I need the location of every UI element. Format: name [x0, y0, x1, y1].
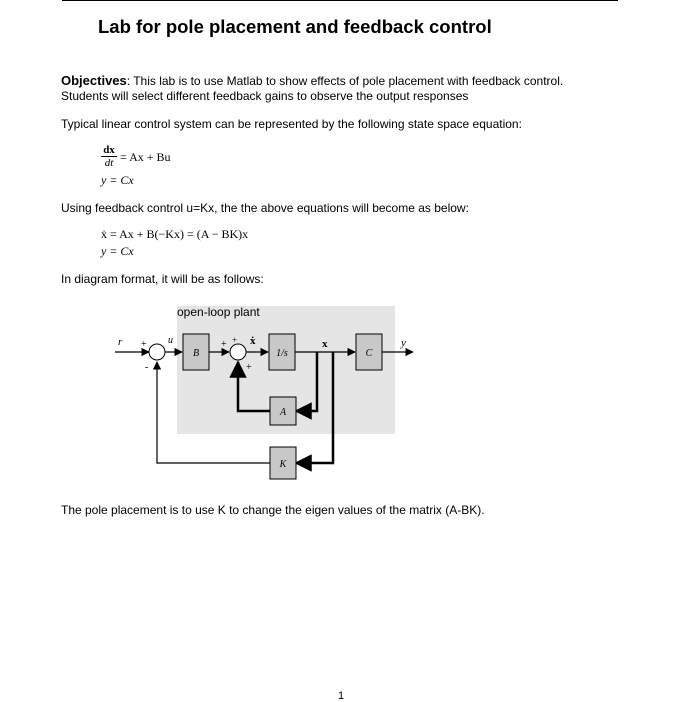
state-space-intro: Typical linear control system can be represented by the following state space equation:	[61, 117, 522, 131]
summing-junction-2	[230, 344, 246, 360]
c-block-label: C	[365, 348, 373, 359]
sign-plus-4: +	[246, 362, 252, 373]
closed-loop-equation: ẋ = Ax + B(−Kx) = (A − BK)x	[101, 227, 249, 241]
summing-junction-1	[149, 344, 165, 360]
signal-u: u	[168, 335, 173, 346]
output-equation: y = Cx	[101, 173, 134, 187]
signal-r: r	[118, 336, 123, 348]
state-equation: = Ax + Bu	[120, 150, 171, 164]
feedback-intro: Using feedback control u=Kx, the the above equations will become as below:	[61, 201, 469, 215]
sign-minus-1: -	[145, 362, 149, 373]
closed-loop-output-equation: y = Cx	[101, 244, 134, 258]
b-block-label: B	[192, 348, 200, 359]
diagram-intro: In diagram format, it will be as follows:	[61, 272, 264, 286]
sign-plus-3: +	[232, 335, 238, 345]
dx-numerator: dx	[103, 144, 115, 156]
sign-plus-2: +	[221, 339, 227, 350]
objectives-label: Objectives	[61, 73, 127, 88]
integrator-label: 1/s	[276, 348, 288, 359]
page-number: 1	[338, 690, 345, 702]
dt-denominator: dt	[101, 156, 117, 169]
page-title: Lab for pole placement and feedback control	[98, 16, 492, 37]
sign-plus-1: +	[141, 339, 147, 350]
open-loop-plant-label: open-loop plant	[177, 305, 260, 319]
signal-y: y	[401, 337, 406, 349]
objectives-line2: Students will select different feedback gains to observe the output responses	[61, 89, 469, 103]
objectives-line1: : This lab is to use Matlab to show effects of pole placement with feedback control.	[126, 74, 564, 88]
signal-xdot: ẋ	[250, 335, 256, 347]
a-block-label: A	[279, 407, 287, 418]
conclusion-paragraph: The pole placement is to use K to change the eigen values of the matrix (A-BK).	[61, 503, 485, 517]
k-block-label: K	[279, 459, 287, 470]
signal-x: x	[322, 338, 328, 350]
